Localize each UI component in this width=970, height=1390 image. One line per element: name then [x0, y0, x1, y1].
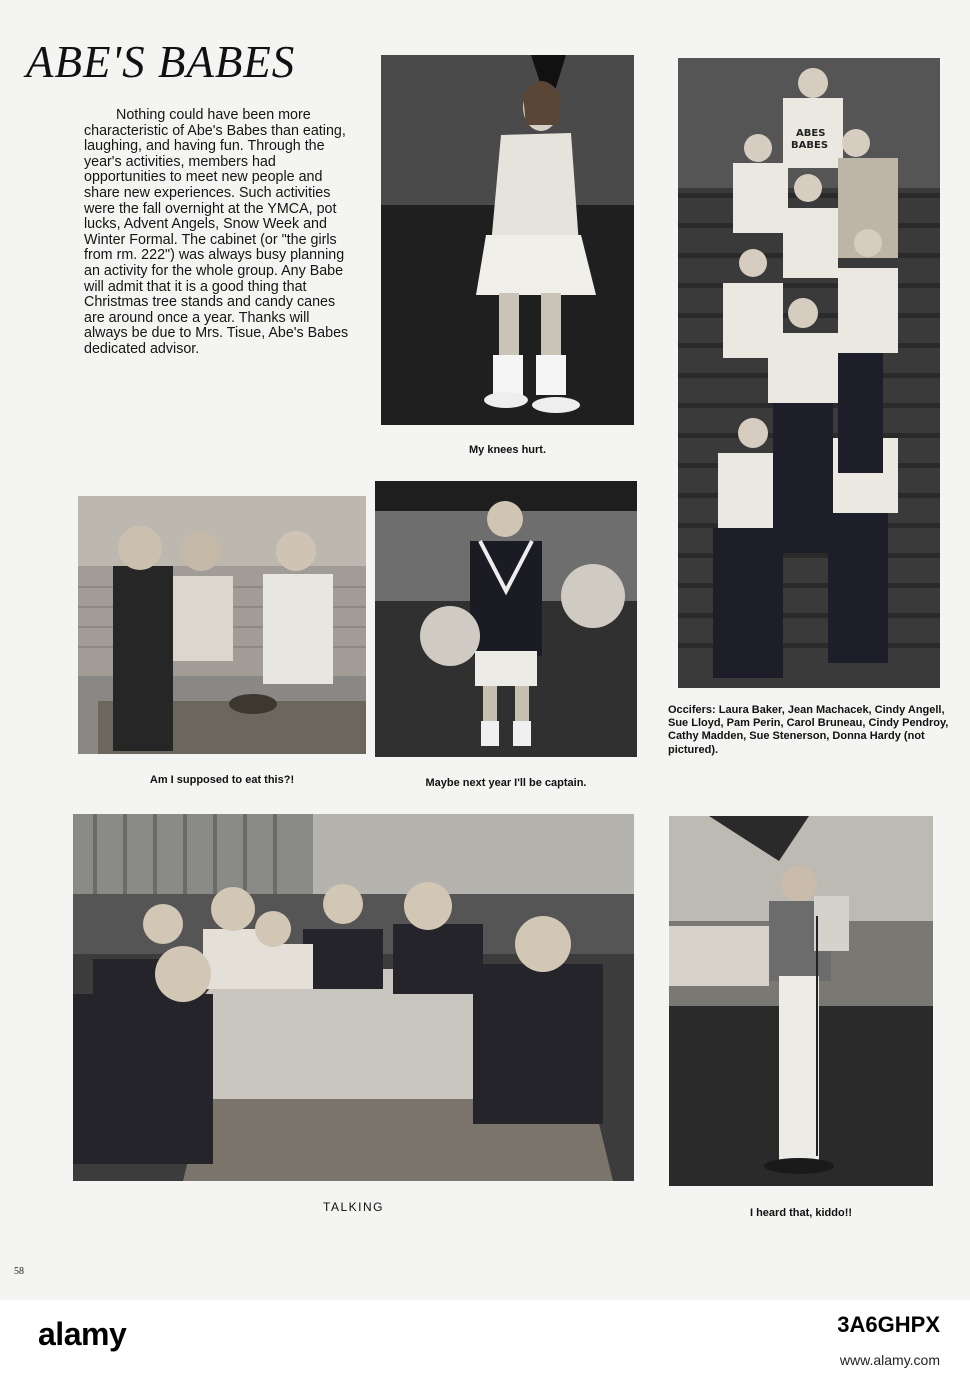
- officers-caption: Occifers: Laura Baker, Jean Machacek, Cindy Angell, Sue Lloyd, Pam Perin, Carol Bruneau, Cindy Pendroy, Cathy Madden, Sue Stenerson, Donna Hardy (not pictured).: [668, 704, 949, 756]
- caption-knees: My knees hurt.: [468, 444, 547, 456]
- shirt-text-babes: BABES: [791, 140, 829, 151]
- shirt-text-abes: ABES: [796, 128, 826, 139]
- caption-eat: Am I supposed to eat this?!: [149, 774, 295, 786]
- watermark-footer: [0, 1300, 970, 1390]
- intro-paragraph: Nothing could have been more characteristic of Abe's Babes than eating, laughing, and having fun. Through the year's activities, members had opportunities to meet new people and share new experiences. Such activities were the fall overnight at the YMCA, pot lucks, Advent Angels, Snow Week and Winter Formal. The cabinet (or "the girls from rm. 222") was always busy planning an activity for the whole group. Any Babe will admit that it is a good thing that Christmas tree stands and candy canes are around once a year. Thanks will always be due to Mrs. Tisue, Abe's Babes dedicated advisor.: [84, 107, 349, 357]
- photo-captain: [375, 481, 637, 757]
- page-title: ABE'S BABES: [26, 37, 296, 87]
- photo-talking: [73, 814, 634, 1181]
- caption-kiddo: I heard that, kiddo!!: [749, 1207, 853, 1219]
- photo-cheerleader-knees: [381, 55, 634, 425]
- photo-eat-this: [78, 496, 366, 754]
- page-number: 58: [14, 1266, 24, 1277]
- brand-logo: alamy: [38, 1316, 127, 1352]
- site-url[interactable]: www.alamy.com: [839, 1352, 940, 1368]
- image-id: 3A6GHPX: [837, 1312, 940, 1337]
- photo-kiddo: [669, 816, 933, 1186]
- caption-captain: Maybe next year I'll be captain.: [425, 777, 587, 789]
- photo-officers-stairs: [678, 58, 940, 688]
- caption-talking: TALKING: [323, 1200, 384, 1214]
